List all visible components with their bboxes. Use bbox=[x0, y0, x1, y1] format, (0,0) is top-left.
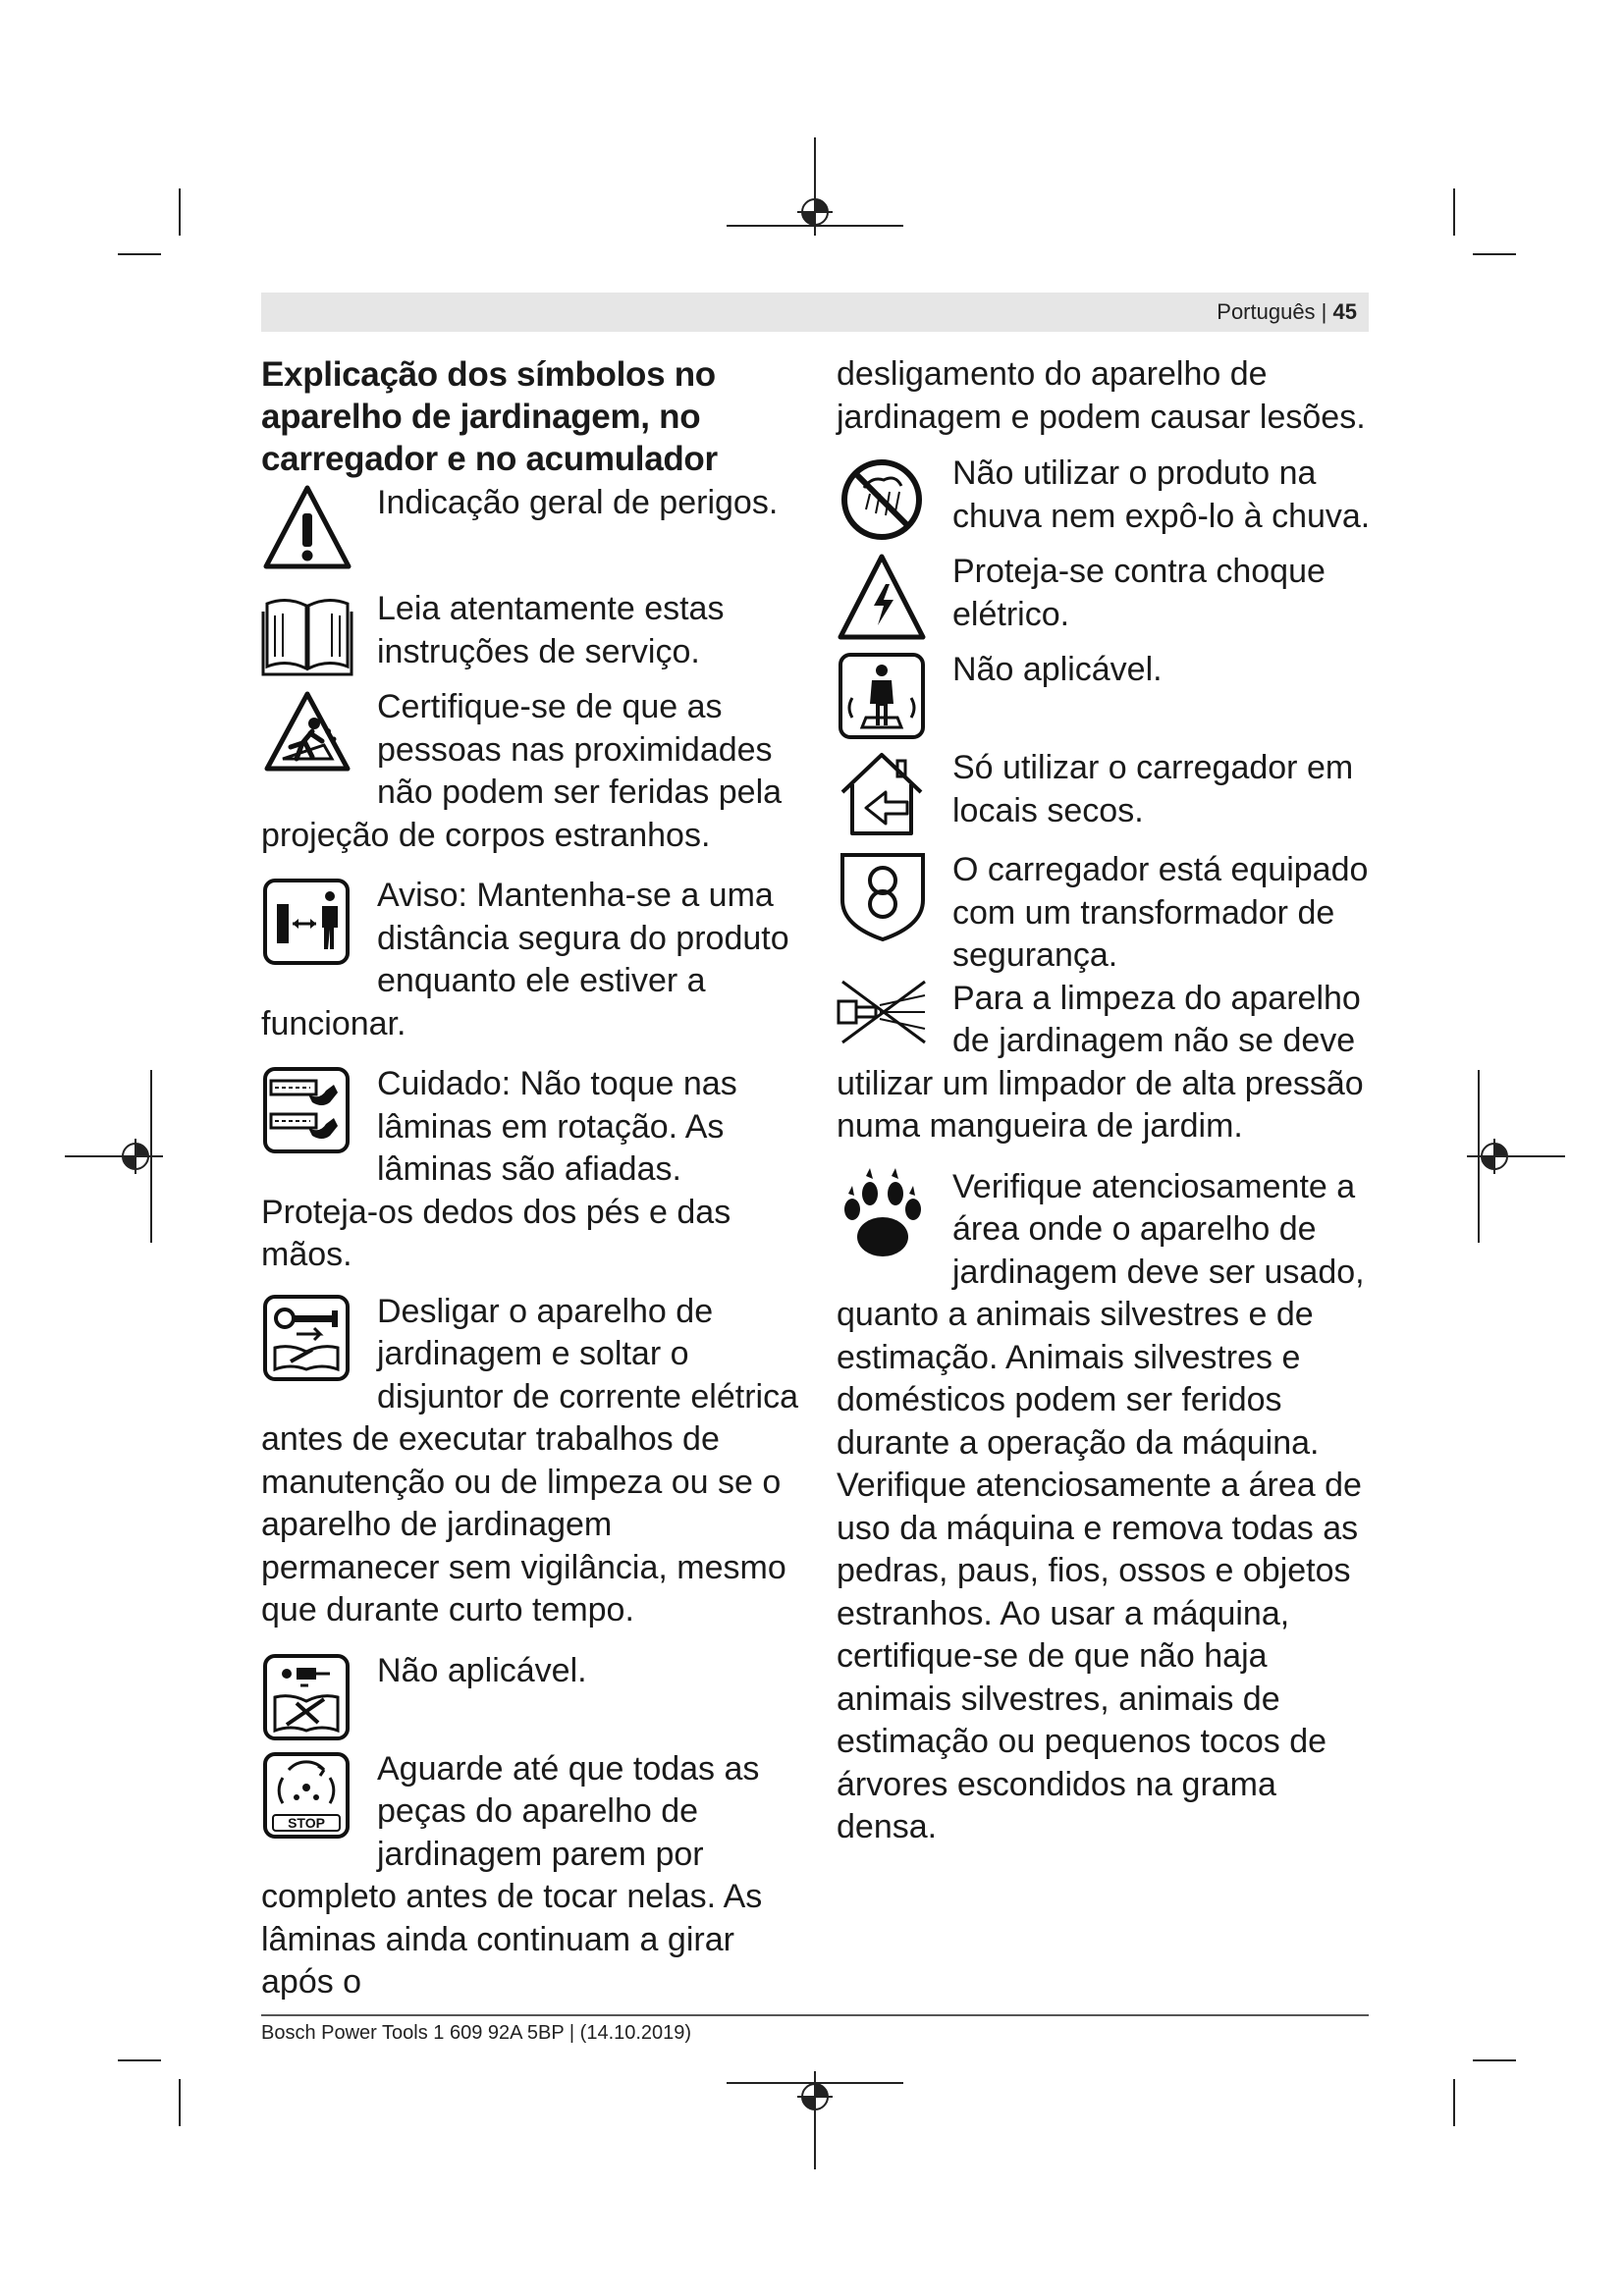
symbol-entry bbox=[261, 1748, 799, 2004]
registration-mark-left bbox=[65, 1070, 163, 1243]
safety-transformer-icon bbox=[837, 849, 929, 941]
symbol-description: Só utilizar o carregador em locais secos. bbox=[952, 749, 1354, 829]
symbol-description: Desligar o aparelho de jardinagem e soltar o disjuntor de corrente elétrica antes de executar trabalhos de manutenção ou de limpeza ou se o aparelho de jardinagem permanecer sem vigilância, mesmo que durante curto tempo. bbox=[261, 1292, 799, 1629]
registration-mark-right bbox=[1467, 1070, 1565, 1243]
crop-mark bbox=[1473, 2059, 1516, 2061]
symbol-description: Não utilizar o produto na chuva nem expô-lo à chuva. bbox=[952, 454, 1371, 535]
symbol-description: Não aplicável. bbox=[952, 651, 1163, 688]
symbol-entry bbox=[261, 482, 799, 580]
symbol-entry bbox=[261, 686, 799, 857]
not-applicable-person-icon bbox=[837, 649, 929, 741]
symbol-description: Aguarde até que todas as peças do aparelho de jardinagem parem por completo antes de tocar nelas. As lâminas ainda continuam a girar após o bbox=[261, 1749, 763, 2001]
page-number: 45 bbox=[1332, 299, 1357, 324]
indoor-use-icon bbox=[837, 747, 929, 839]
symbol-description: Aviso: Mantenha-se a uma distância segura do produto enquanto ele estiver a funcionar. bbox=[261, 877, 789, 1042]
symbol-description: O carregador está equipado com um transformador de segurança. bbox=[952, 851, 1369, 974]
footer-divider bbox=[261, 2014, 1369, 2016]
registration-mark-top bbox=[727, 137, 903, 236]
left-column bbox=[261, 353, 799, 2004]
symbol-entry bbox=[837, 453, 1372, 551]
crop-mark bbox=[1453, 2079, 1455, 2126]
no-rain-icon bbox=[837, 453, 929, 545]
symbol-description: Indicação geral de perigos. bbox=[377, 484, 779, 521]
no-pressure-washer-icon bbox=[837, 978, 929, 1046]
symbol-entry bbox=[261, 1650, 799, 1748]
symbol-description: Para a limpeza do aparelho de jardinagem não se deve utilizar um limpador de alta pressão numa mangueira de jardim. bbox=[837, 979, 1364, 1145]
symbol-entry bbox=[261, 1291, 799, 1632]
header-text: Português | 45 bbox=[1217, 299, 1357, 324]
paw-icon bbox=[837, 1166, 929, 1258]
rotating-blades-icon bbox=[261, 1063, 353, 1155]
thrown-objects-icon bbox=[261, 686, 353, 778]
crop-mark bbox=[118, 253, 161, 255]
read-manual-icon bbox=[261, 588, 353, 680]
symbol-entry bbox=[837, 551, 1372, 649]
crop-mark bbox=[179, 2079, 181, 2126]
maintenance-manual-icon bbox=[261, 1650, 353, 1742]
symbol-entry bbox=[261, 875, 799, 1045]
page-header bbox=[261, 293, 1369, 332]
symbol-description: Não aplicável. bbox=[377, 1651, 587, 1689]
symbol-entry bbox=[261, 588, 799, 686]
symbol-description: Proteja-se contra choque elétrico. bbox=[952, 553, 1326, 633]
registration-mark-bottom bbox=[727, 2071, 903, 2169]
crop-mark bbox=[1473, 253, 1516, 255]
symbol-entry bbox=[837, 849, 1372, 978]
symbol-entry bbox=[837, 747, 1372, 845]
keep-distance-icon bbox=[261, 875, 353, 967]
crop-mark bbox=[118, 2059, 161, 2061]
disconnect-power-icon bbox=[261, 1291, 353, 1383]
crop-mark bbox=[179, 188, 181, 236]
right-column bbox=[837, 353, 1372, 1849]
footer-text: Bosch Power Tools 1 609 92A 5BP | (14.10.2019) bbox=[261, 2022, 692, 2044]
symbol-description: Cuidado: Não toque nas lâminas em rotação. As lâminas são afiadas. Proteja-os dedos dos pés e das mãos. bbox=[261, 1065, 737, 1273]
symbol-description: Leia atentamente estas instruções de serviço. bbox=[377, 590, 725, 670]
symbol-description: Verifique atenciosamente a área onde o aparelho de jardinagem deve ser usado, quanto a animais silvestres e de estimação. Animais silvestres e domésticos podem ser feridos durante a operação da máquina. Verifique atenciosamente a área de uso da máquina e remova todas as pedras, paus, fios, ossos e objetos estranhos. Ao usar a máquina, certifique-se de que não haja animais silvestres, animais de estimação ou pequenos tocos de árvores escondidos na grama densa. bbox=[837, 1167, 1365, 1845]
symbol-entry bbox=[837, 649, 1372, 747]
electric-shock-icon bbox=[837, 551, 929, 643]
continuation-text: desligamento do aparelho de jardinagem e podem causar lesões. bbox=[837, 355, 1366, 436]
svg-text:STOP: STOP bbox=[288, 1814, 325, 1831]
crop-mark bbox=[1453, 188, 1455, 236]
section-heading: Explicação dos símbolos no aparelho de jardinagem, no carregador e no acumulador bbox=[261, 355, 718, 478]
stop-rotation-icon bbox=[261, 1748, 353, 1841]
symbol-description: Certifique-se de que as pessoas nas proximidades não podem ser feridas pela projeção de corpos estranhos. bbox=[261, 688, 783, 854]
header-language: Português bbox=[1217, 299, 1316, 324]
warning-triangle-icon bbox=[261, 482, 353, 574]
symbol-entry bbox=[837, 978, 1372, 1148]
symbol-entry bbox=[261, 1063, 799, 1277]
symbol-entry bbox=[837, 1166, 1372, 1849]
